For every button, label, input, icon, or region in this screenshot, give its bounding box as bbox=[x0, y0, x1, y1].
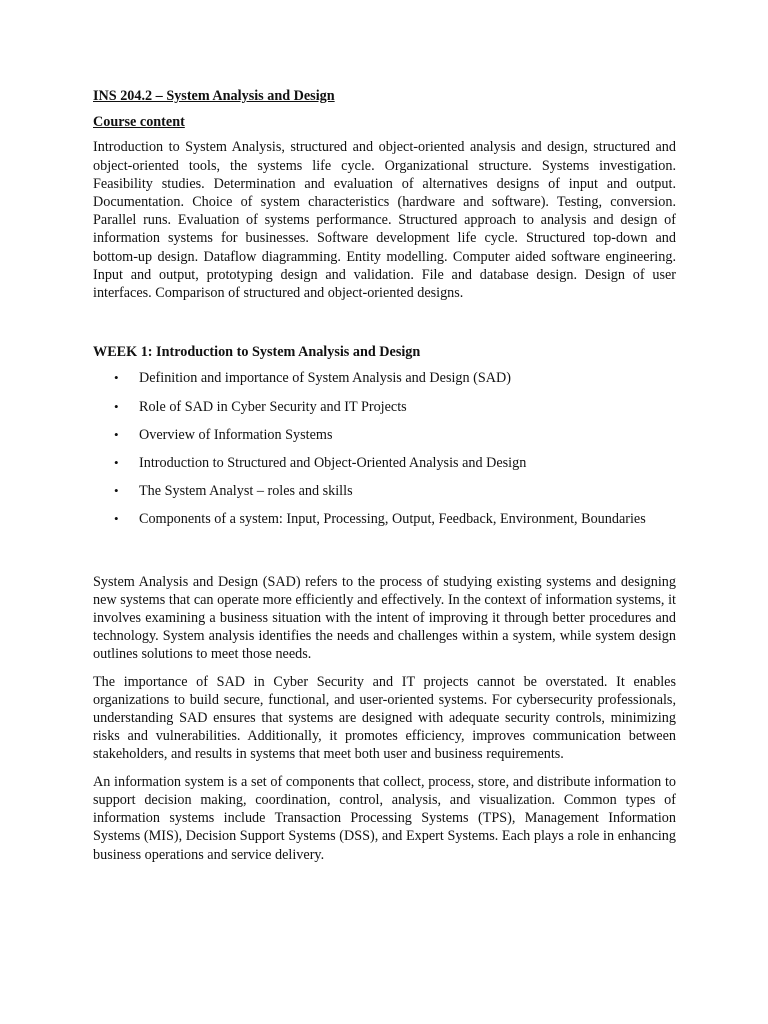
bullet-icon: • bbox=[114, 455, 119, 471]
course-title: INS 204.2 – System Analysis and Design bbox=[93, 88, 335, 104]
list-item-text: Role of SAD in Cyber Security and IT Projects bbox=[139, 398, 407, 415]
list-item-text: Components of a system: Input, Processing, Output, Feedback, Environment, Boundaries bbox=[139, 511, 646, 528]
list-item-text: The System Analyst – roles and skills bbox=[139, 483, 353, 500]
week-1-heading: WEEK 1: Introduction to System Analysis and Design bbox=[93, 344, 421, 361]
list-item bbox=[93, 426, 676, 444]
sad-importance-paragraph: The importance of SAD in Cyber Security and IT projects cannot be overstated. It enables organizations to build secure, functional, and user-oriented systems. For cybersecurity professionals, understanding SAD ensures that systems are designed with adequate security controls, minimizing risks and vulnerabilities. Additionally, it promotes efficiency, improves communication between stakeholders, and results in systems that meet both user and business requirements. bbox=[93, 673, 676, 763]
list-item bbox=[93, 510, 676, 528]
bullet-icon: • bbox=[114, 426, 119, 442]
list-item bbox=[93, 369, 676, 387]
list-item-text: Introduction to Structured and Object-Oriented Analysis and Design bbox=[139, 455, 527, 472]
week-1-topic-list bbox=[93, 369, 676, 528]
bullet-icon: • bbox=[114, 483, 119, 499]
course-content-paragraph: Introduction to System Analysis, structured and object-oriented analysis and design, structured and object-oriented tools, the systems life cycle. Organizational structure. Systems investigation. Feasibility studies. Determination and evaluation of alternatives designs of input and output. Documentation. Choice of system characteristics (hardware and software). Testing, conversion. Parallel runs. Evaluation of systems performance. Structured approach to analysis and design of information systems for businesses. Software development life cycle. Structured top-down and bottom-up design. Dataflow diagramming. Entity modelling. Computer aided software engineering. Input and output, prototyping design and validation. File and database design. Design of user interfaces. Comparison of structured and object-oriented designs. bbox=[93, 139, 676, 302]
information-systems-paragraph: An information system is a set of components that collect, process, store, and distribute information to support decision making, coordination, control, analysis, and visualization. Common types of information systems include Transaction Processing Systems (TPS), Management Information Systems (MIS), Decision Support Systems (DSS), and Expert Systems. Each plays a role in enhancing business operations and service delivery. bbox=[93, 773, 676, 863]
list-item-text: Definition and importance of System Analysis and Design (SAD) bbox=[139, 370, 511, 387]
list-item bbox=[93, 454, 676, 472]
list-item bbox=[93, 398, 676, 416]
sad-definition-paragraph: System Analysis and Design (SAD) refers to the process of studying existing systems and designing new systems that can operate more efficiently and effectively. In the context of information systems, it involves examining a business situation with the intent of improving it through better procedures and technology. System analysis identifies the needs and challenges within a system, while system design outlines solutions to meet those needs. bbox=[93, 573, 676, 663]
bullet-icon: • bbox=[114, 398, 119, 414]
list-item bbox=[93, 482, 676, 500]
list-item-text: Overview of Information Systems bbox=[139, 426, 333, 443]
bullet-icon: • bbox=[114, 511, 119, 527]
course-content-heading: Course content bbox=[93, 114, 185, 131]
document-page bbox=[93, 87, 676, 873]
bullet-icon: • bbox=[114, 370, 119, 386]
